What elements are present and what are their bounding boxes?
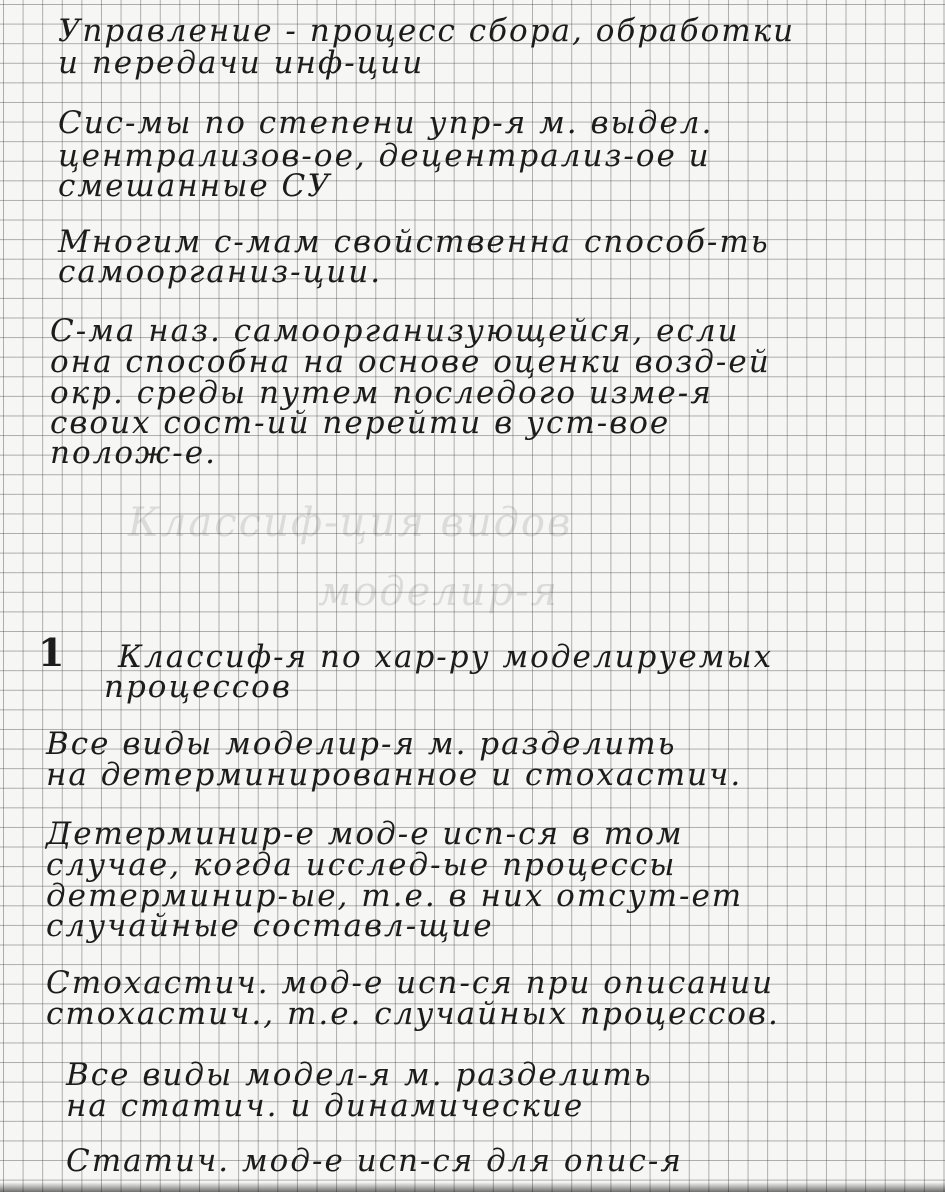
text-line: централизов-ое, децентрализ-ое и	[58, 138, 711, 174]
text-line: полож-е.	[50, 435, 217, 471]
page-edge-shadow	[0, 1182, 945, 1192]
section-title-line: процессов	[104, 669, 292, 705]
text-line: случайные составл-щие	[46, 908, 494, 944]
text-line: Многим с-мам свойственна способ-ть	[58, 224, 770, 260]
text-line: самоорганиз-ции.	[58, 254, 383, 290]
text-line: Стохастич. мод-е исп-ся при описании	[46, 965, 775, 1001]
text-line: своих сост-ий перейти в уст-вое	[50, 405, 671, 441]
text-line: случае, когда исслед-ые процессы	[46, 847, 677, 883]
text-line: на статич. и динамические	[66, 1088, 585, 1124]
text-line: смешанные СУ	[58, 168, 332, 204]
faint-heading-line: моделир-я	[318, 569, 560, 615]
section-number: 1	[38, 630, 67, 675]
text-line: она способна на основе оценки возд-ей	[50, 344, 771, 380]
text-line: и передачи инф-ции	[58, 45, 425, 81]
text-line: Детерминир-е мод-е исп-ся в том	[46, 816, 684, 852]
text-line: стохастич., т.е. случайных процессов.	[46, 996, 780, 1032]
text-line: детерминир-ые, т.е. в них отсут-ет	[46, 878, 744, 914]
text-line: на детерминированное и стохастич.	[46, 757, 743, 793]
text-line: Сис-мы по степени упр-я м. выдел.	[58, 105, 714, 141]
text-line: Все виды моделир-я м. разделить	[46, 726, 677, 762]
text-line: Статич. мод-е исп-ся для опис-я	[66, 1143, 683, 1179]
text-line: С-ма наз. самоорганизующейся, если	[50, 313, 740, 349]
text-line: Управление - процесс сбора, обработки	[58, 13, 796, 49]
section-title-line: Классиф-я по хар-ру моделируемых	[118, 639, 774, 675]
text-line: Все виды модел-я м. разделить	[66, 1057, 653, 1093]
faint-heading-line: Классиф-ция видов	[128, 500, 573, 546]
text-line: окр. среды путем последого изме-я	[50, 375, 713, 411]
